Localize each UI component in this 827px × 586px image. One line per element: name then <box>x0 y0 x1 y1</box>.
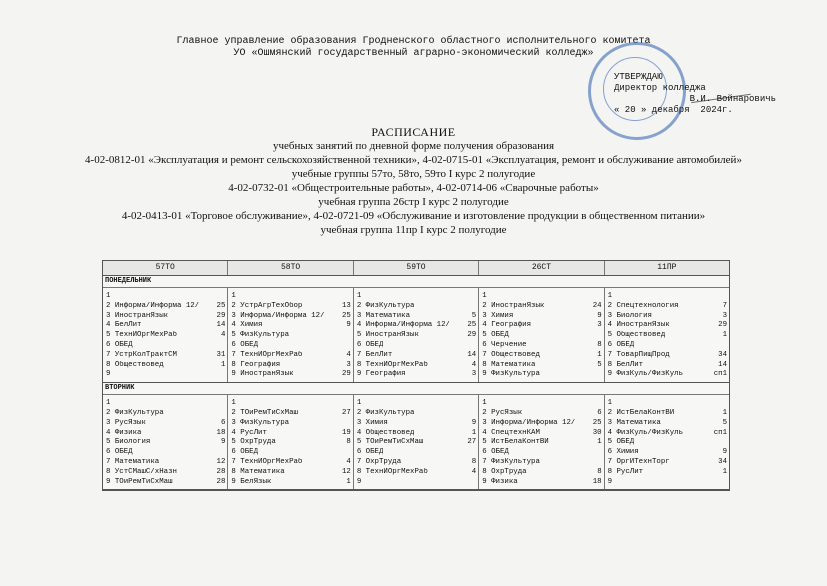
lesson-room: 31 <box>216 350 226 359</box>
title-line-8: учебная группа 11пр I курс 2 полугодие <box>320 224 507 236</box>
lesson-subject: 7 ТехнИОргМехРаб <box>231 350 303 359</box>
lesson-line <box>357 458 476 468</box>
lesson-subject: 3 Математика <box>607 418 661 427</box>
lesson-subject: 2 ФизКультура <box>356 408 415 417</box>
lesson-line <box>106 409 225 419</box>
lesson-line <box>231 312 350 322</box>
lesson-room: 12 <box>341 467 351 476</box>
lesson-subject: 9 <box>356 477 362 486</box>
lesson-room: 1 <box>597 350 602 359</box>
lesson-subject: 8 ТехнИОргМехРаб <box>356 467 428 476</box>
lesson-line <box>106 292 225 302</box>
lesson-line <box>106 312 225 322</box>
lesson-line <box>357 419 476 429</box>
lesson-line <box>482 351 601 361</box>
lesson-line <box>106 399 225 409</box>
lesson-subject: 8 УстСМашС/хНазн <box>106 467 177 476</box>
lesson-subject: 6 ОБЕД <box>106 448 133 457</box>
lesson-subject: 3 РусЯзык <box>106 418 146 427</box>
group-header: 59ТО <box>354 261 479 275</box>
lesson-subject: 7 УстрКолТрактСМ <box>106 350 177 359</box>
lesson-subject: 5 ОБЕД <box>607 438 635 447</box>
approval-approve: УТВЕРЖДАЮ <box>614 72 663 82</box>
lesson-line <box>608 321 727 331</box>
lesson-line <box>231 448 350 458</box>
lesson-line <box>608 438 727 448</box>
group-schedule-cell <box>605 395 729 489</box>
lesson-line <box>482 458 601 468</box>
lesson-room: 27 <box>467 438 477 447</box>
title-line-2: учебных занятий по дневной форме получения образования <box>272 140 555 152</box>
day-label: ПОНЕДЕЛЬНИК <box>103 276 729 288</box>
lesson-room: 3 <box>346 360 351 369</box>
lesson-subject: 8 БелЛит <box>607 360 644 369</box>
lesson-line <box>106 419 225 429</box>
lesson-subject: 1 <box>356 292 362 300</box>
lesson-room: 25 <box>341 311 351 320</box>
lesson-subject: 8 ОхрТруда <box>482 467 527 476</box>
lesson-line <box>231 399 350 409</box>
lesson-line <box>231 370 350 380</box>
schedule-table <box>102 260 730 491</box>
lesson-subject: 6 Химия <box>607 448 639 457</box>
lesson-subject: 9 ФизКультура <box>482 370 540 379</box>
lesson-subject: 5 ТОиРемТиСхМаш <box>356 438 424 447</box>
lesson-room: 30 <box>592 428 602 437</box>
lesson-subject: 8 Математика <box>231 467 285 476</box>
lesson-subject: 6 ОБЕД <box>607 340 635 349</box>
lesson-subject: 3 Химия <box>356 418 388 427</box>
lesson-line <box>357 409 476 419</box>
lesson-subject: 6 ОБЕД <box>356 340 384 349</box>
lesson-room: 5 <box>471 311 477 320</box>
lesson-line <box>357 370 476 380</box>
lesson-room: 29 <box>467 331 477 340</box>
lesson-subject: 8 Математика <box>482 360 536 369</box>
header-ministry: Главное управление образования Гродненского областного исполнительного комитета <box>176 36 651 47</box>
lesson-room: 4 <box>471 360 477 369</box>
lesson-line <box>231 321 350 331</box>
lesson-room: 4 <box>346 457 351 466</box>
lesson-line <box>231 478 350 488</box>
lesson-line <box>608 419 727 429</box>
lesson-room: 18 <box>592 477 602 486</box>
lesson-subject: 1 <box>607 292 613 300</box>
lesson-subject: 2 РусЯзык <box>482 408 523 417</box>
group-schedule-cell <box>479 395 604 489</box>
lesson-subject: 7 ОргИТехнТорг <box>607 457 670 466</box>
lesson-line <box>608 399 727 409</box>
lesson-line <box>608 292 727 302</box>
lesson-subject: 4 РусЛит <box>231 428 267 437</box>
lesson-room: 28 <box>216 467 226 476</box>
lesson-room: 8 <box>597 467 602 476</box>
lesson-subject: 3 Математика <box>356 311 411 320</box>
lesson-subject: 9 Физика <box>482 477 518 486</box>
lesson-line <box>357 312 476 322</box>
lesson-subject: 6 Черчение <box>482 340 527 349</box>
lesson-line <box>608 478 727 488</box>
lesson-room: 13 <box>341 301 351 310</box>
lesson-line <box>357 448 476 458</box>
lesson-subject: 2 ИностранЯзык <box>482 301 545 310</box>
lesson-room: 1 <box>597 438 602 447</box>
group-schedule-cell <box>228 395 353 489</box>
lesson-room: 3 <box>471 370 477 379</box>
lesson-subject: 2 ФизКультура <box>356 301 415 310</box>
lesson-subject: 4 Химия <box>231 321 263 330</box>
lesson-room: сп1 <box>713 428 728 437</box>
lesson-subject: 9 ИностранЯзык <box>231 370 294 379</box>
lesson-subject: 5 ТехнИОргМехРаб <box>106 331 177 340</box>
lesson-subject: 7 ОхрТруда <box>356 457 402 466</box>
lesson-subject: 9 <box>607 477 613 486</box>
lesson-subject: 8 РусЛит <box>607 467 644 476</box>
lesson-line <box>608 331 727 341</box>
lesson-room: 27 <box>341 408 351 417</box>
lesson-subject: 5 ИностранЯзык <box>356 331 419 340</box>
lesson-line <box>482 331 601 341</box>
lesson-line <box>608 302 727 312</box>
lesson-room: 29 <box>341 370 351 379</box>
lesson-subject: 8 ТехнИОргМехРаб <box>356 360 428 369</box>
lesson-line <box>608 341 727 351</box>
lesson-line <box>482 429 601 439</box>
lesson-subject: 9 ТОиРемТиСхМаш <box>106 477 173 486</box>
lesson-subject: 3 Биология <box>607 311 652 320</box>
lesson-subject: 4 Информа/Информа 12/ <box>356 321 450 330</box>
lesson-room: 5 <box>597 360 602 369</box>
lesson-room: 19 <box>341 428 351 437</box>
group-schedule-cell <box>354 288 479 382</box>
lesson-line <box>357 468 476 478</box>
lesson-line <box>357 361 476 371</box>
lesson-subject: 4 Физика <box>106 428 142 437</box>
lesson-room: 1 <box>722 467 728 476</box>
lesson-line <box>106 478 225 488</box>
lesson-room: 25 <box>216 301 226 310</box>
lesson-subject: 4 БелЛит <box>106 321 142 330</box>
lesson-subject: 6 ОБЕД <box>231 340 259 349</box>
lesson-line <box>482 292 601 302</box>
lesson-line <box>357 331 476 341</box>
lesson-line <box>357 351 476 361</box>
lesson-line <box>106 351 225 361</box>
lesson-subject: 2 ФизКультура <box>106 408 164 417</box>
group-schedule-cell <box>103 288 228 382</box>
lesson-line <box>231 468 350 478</box>
lesson-line <box>608 409 727 419</box>
lesson-line <box>231 341 350 351</box>
lesson-line <box>482 419 601 429</box>
lesson-line <box>608 312 727 322</box>
lesson-line <box>357 478 476 488</box>
lesson-subject: 6 ОБЕД <box>482 448 509 457</box>
lesson-line <box>482 312 601 322</box>
lesson-room: 25 <box>592 418 602 427</box>
lesson-line <box>106 361 225 371</box>
lesson-line <box>482 448 601 458</box>
lesson-room: 25 <box>467 321 477 330</box>
lesson-room: 1 <box>471 428 477 437</box>
lesson-subject: 4 ФизКуль/ФизКуль <box>607 428 684 437</box>
approval-name: В.И. Войнаровичь <box>614 94 777 104</box>
header <box>0 36 827 60</box>
lesson-subject: 7 ФизКультура <box>482 457 540 466</box>
group-schedule-cell <box>103 395 228 489</box>
lesson-line <box>608 468 727 478</box>
lesson-subject: 1 <box>231 292 236 300</box>
lesson-room: 9 <box>471 418 477 427</box>
lesson-subject: 1 <box>482 292 487 300</box>
lesson-line <box>482 478 601 488</box>
approval-position: Директор колледжа <box>614 83 706 93</box>
group-schedule-cell <box>605 288 729 382</box>
title-line-3: 4-02-0812-01 «Эксплуатация и ремонт сельскохозяйственной техники», 4-02-0715-01 «Эксплуатация, ремонт и обслуживание автомобилей» <box>85 154 742 166</box>
lesson-subject: 6 ОБЕД <box>356 448 384 457</box>
lesson-subject: 5 ОхрТруда <box>231 438 276 447</box>
lesson-room: 12 <box>216 457 226 466</box>
lesson-room: 1 <box>722 408 728 417</box>
lesson-subject: 8 Обществовед <box>106 360 164 369</box>
title-block <box>0 125 827 237</box>
lesson-subject: 3 Информа/Информа 12/ <box>482 418 576 427</box>
lesson-subject: 2 Информа/Информа 12/ <box>106 301 200 310</box>
lesson-subject: 7 Математика <box>106 457 160 466</box>
lesson-line <box>231 438 350 448</box>
lesson-room: сп1 <box>713 370 728 379</box>
title-line-5: 4-02-0732-01 «Общестроительные работы», 4-02-0714-06 «Сварочные работы» <box>228 182 599 194</box>
lesson-line <box>231 302 350 312</box>
lesson-room: 9 <box>346 321 351 330</box>
lesson-line <box>608 351 727 361</box>
lesson-line <box>106 370 225 380</box>
lesson-subject: 1 <box>231 399 236 408</box>
day-row <box>103 288 729 383</box>
lesson-line <box>357 429 476 439</box>
lesson-line <box>482 302 601 312</box>
lesson-line <box>357 302 476 312</box>
lesson-subject: 5 Биология <box>106 438 151 447</box>
lesson-line <box>231 409 350 419</box>
lesson-subject: 9 <box>106 370 111 379</box>
lesson-line <box>106 331 225 341</box>
lesson-room: 29 <box>216 311 226 320</box>
lesson-line <box>482 468 601 478</box>
table-header-row <box>103 261 729 276</box>
lesson-room: 14 <box>718 360 728 369</box>
lesson-line <box>231 351 350 361</box>
lesson-line <box>106 448 225 458</box>
lesson-room: 34 <box>718 350 728 359</box>
lesson-subject: 3 ИностранЯзык <box>106 311 169 320</box>
lesson-subject: 1 <box>356 399 362 408</box>
lesson-room: 6 <box>220 418 226 427</box>
lesson-subject: 5 ИстБелаКонтВИ <box>482 438 549 447</box>
approval-block <box>614 72 814 116</box>
lesson-line <box>106 438 225 448</box>
lesson-line <box>482 341 601 351</box>
lesson-room: 29 <box>718 321 728 330</box>
lesson-subject: 7 ТехнИОргМехРаб <box>231 457 303 466</box>
lesson-subject: 1 <box>106 292 111 300</box>
lesson-room: 9 <box>220 438 226 447</box>
lesson-room: 28 <box>216 477 226 486</box>
lesson-subject: 5 ФизКультура <box>231 331 290 340</box>
group-header: 58ТО <box>228 261 353 275</box>
header-college: УО «Ошмянский государственный аграрно-экономический колледж» <box>233 48 594 59</box>
lesson-room: 9 <box>597 311 602 320</box>
lesson-room: 4 <box>220 331 226 340</box>
lesson-subject: 6 ОБЕД <box>231 448 259 457</box>
lesson-line <box>482 399 601 409</box>
lesson-line <box>231 419 350 429</box>
lesson-subject: 2 УстрАгрТехОбор <box>231 301 303 310</box>
lesson-room: 24 <box>592 301 602 310</box>
approval-date: « 20 » декабря 2024г. <box>614 105 733 115</box>
lesson-line <box>482 370 601 380</box>
lesson-room: 1 <box>220 360 226 369</box>
title-line-4: учебные группы 57то, 58то, 59то I курс 2 полугодие <box>291 168 536 180</box>
lesson-room: 4 <box>346 350 351 359</box>
lesson-subject: 8 География <box>231 360 281 369</box>
lesson-room: 14 <box>216 321 226 330</box>
day-label: ВТОРНИК <box>103 383 729 395</box>
lesson-line <box>357 399 476 409</box>
lesson-room: 6 <box>597 408 602 417</box>
lesson-line <box>231 292 350 302</box>
lesson-line <box>357 321 476 331</box>
lesson-subject: 4 Обществовед <box>356 428 415 437</box>
lesson-subject: 5 ОБЕД <box>482 331 509 340</box>
lesson-line <box>106 458 225 468</box>
lesson-line <box>608 429 727 439</box>
lesson-line <box>106 302 225 312</box>
lesson-line <box>106 321 225 331</box>
lesson-subject: 2 Спецтехнология <box>607 301 679 310</box>
group-header: 57ТО <box>103 261 228 275</box>
lesson-line <box>482 409 601 419</box>
lesson-room: 1 <box>722 331 728 340</box>
lesson-line <box>482 321 601 331</box>
lesson-room: 5 <box>722 418 728 427</box>
lesson-room: 8 <box>597 340 602 349</box>
lesson-line <box>231 429 350 439</box>
lesson-room: 7 <box>722 301 728 310</box>
lesson-subject: 2 ИстБелаКонтВИ <box>607 408 675 417</box>
lesson-subject: 3 Информа/Информа 12/ <box>231 311 325 320</box>
day-row <box>103 395 729 490</box>
lesson-line <box>231 331 350 341</box>
lesson-room: 14 <box>467 350 477 359</box>
lesson-subject: 9 ФизКуль/ФизКуль <box>607 370 684 379</box>
lesson-subject: 4 География <box>482 321 532 330</box>
lesson-subject: 1 <box>607 399 613 408</box>
lesson-subject: 9 География <box>356 370 406 379</box>
lesson-subject: 2 ТОиРемТиСхМаш <box>231 408 298 417</box>
lesson-subject: 3 Химия <box>482 311 514 320</box>
lesson-subject: 4 ИностранЯзык <box>607 321 670 330</box>
lesson-line <box>357 438 476 448</box>
lesson-subject: 1 <box>106 399 111 408</box>
lesson-subject: 3 ФизКультура <box>231 418 290 427</box>
lesson-subject: 9 БелЯзык <box>231 477 272 486</box>
title-line-6: учебная группа 26стр I курс 2 полугодие <box>318 196 509 208</box>
lesson-room: 34 <box>718 457 728 466</box>
lesson-line <box>482 438 601 448</box>
group-header: 26СТ <box>479 261 604 275</box>
lesson-subject: 6 ОБЕД <box>106 340 133 349</box>
lesson-line <box>482 361 601 371</box>
title-line-7: 4-02-0413-01 «Торговое обслуживание», 4-02-0721-09 «Обслуживание и изготовление продукции в общественном питании» <box>121 210 706 222</box>
lesson-room: 1 <box>346 477 351 486</box>
group-schedule-cell <box>228 288 353 382</box>
lesson-subject: 7 БелЛит <box>356 350 393 359</box>
lesson-room: 3 <box>597 321 602 330</box>
lesson-line <box>608 458 727 468</box>
lesson-subject: 7 ТоварПищПрод <box>607 350 670 359</box>
lesson-subject: 4 СпецтехнКАМ <box>482 428 540 437</box>
lesson-line <box>608 361 727 371</box>
lesson-line <box>608 448 727 458</box>
lesson-subject: 5 Обществовед <box>607 331 666 340</box>
lesson-line <box>357 341 476 351</box>
lesson-room: 9 <box>722 448 728 457</box>
lesson-line <box>231 458 350 468</box>
title-main: РАСПИСАНИЕ <box>371 125 456 139</box>
lesson-room: 4 <box>471 467 477 476</box>
lesson-line <box>357 292 476 302</box>
lesson-line <box>106 468 225 478</box>
group-schedule-cell <box>479 288 604 382</box>
lesson-room: 18 <box>216 428 226 437</box>
lesson-room: 3 <box>722 311 728 320</box>
lesson-line <box>231 361 350 371</box>
lesson-line <box>608 370 727 380</box>
lesson-line <box>106 341 225 351</box>
group-schedule-cell <box>354 395 479 489</box>
group-header: 11ПР <box>657 263 677 272</box>
lesson-room: 8 <box>471 457 477 466</box>
lesson-room: 8 <box>346 438 351 447</box>
lesson-line <box>106 429 225 439</box>
lesson-subject: 7 Обществовед <box>482 350 540 359</box>
lesson-subject: 1 <box>482 399 487 408</box>
